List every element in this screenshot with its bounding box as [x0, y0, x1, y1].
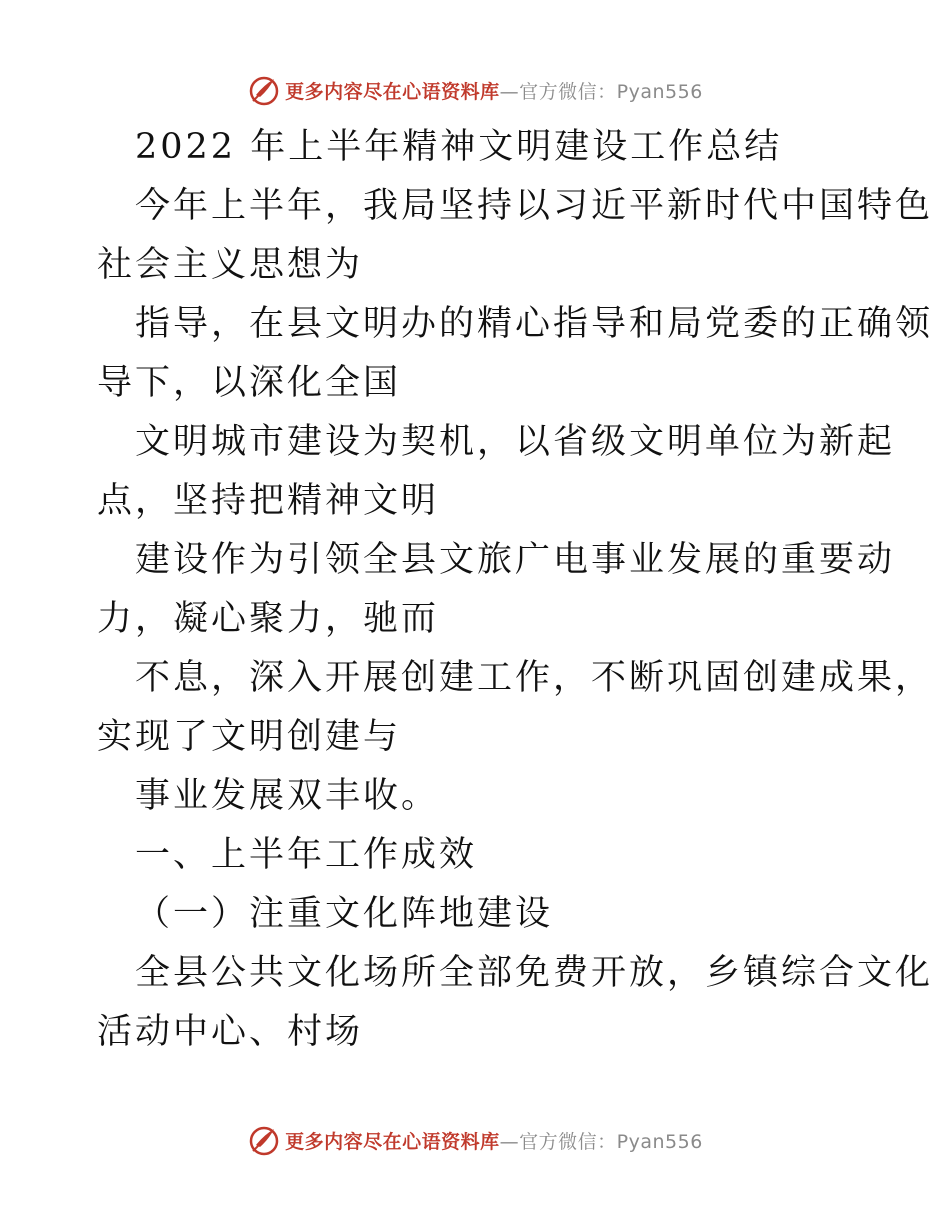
- header-watermark-gray-text: —官方微信：Pyan556: [499, 80, 703, 103]
- footer-watermark-banner: [0, 1120, 950, 1160]
- paragraph-line: 实现了文明创建与: [97, 717, 402, 757]
- pen-logo-icon: [247, 1123, 281, 1157]
- paragraph-line: 文明城市建设为契机，以省级文明单位为新起: [135, 422, 896, 462]
- paragraph-line: 力，凝心聚力，驰而: [97, 599, 440, 639]
- document-body: [97, 118, 934, 1062]
- paragraph-line: 活动中心、村场: [97, 1012, 364, 1052]
- paragraph-line: 今年上半年，我局坚持以习近平新时代中国特色: [135, 186, 934, 226]
- header-watermark-inner: [247, 73, 703, 107]
- paragraph-line: 全县公共文化场所全部免费开放，乡镇综合文化: [135, 953, 934, 993]
- paragraph-line: 社会主义思想为: [97, 245, 364, 285]
- section-heading: 一、上半年工作成效: [135, 835, 478, 875]
- footer-watermark-gray-text: —官方微信：Pyan556: [499, 1130, 703, 1153]
- header-watermark-banner: [0, 70, 950, 110]
- footer-watermark-red-text: 更多内容尽在心语资料库: [285, 1130, 500, 1153]
- footer-watermark-inner: [247, 1123, 703, 1157]
- paragraph-line: 事业发展双丰收。: [135, 776, 440, 816]
- document-title: 2022 年上半年精神文明建设工作总结: [135, 127, 783, 167]
- paragraph-line: 点，坚持把精神文明: [97, 481, 440, 521]
- paragraph-line: 建设作为引领全县文旅广电事业发展的重要动: [135, 540, 896, 580]
- header-watermark-red-text: 更多内容尽在心语资料库: [285, 80, 500, 103]
- paragraph-line: 不息，深入开展创建工作，不断巩固创建成果，: [135, 658, 934, 698]
- pen-logo-icon: [247, 73, 281, 107]
- subsection-heading: （一）注重文化阵地建设: [135, 894, 554, 934]
- paragraph-line: 导下，以深化全国: [97, 363, 402, 403]
- paragraph-line: 指导，在县文明办的精心指导和局党委的正确领: [135, 304, 934, 344]
